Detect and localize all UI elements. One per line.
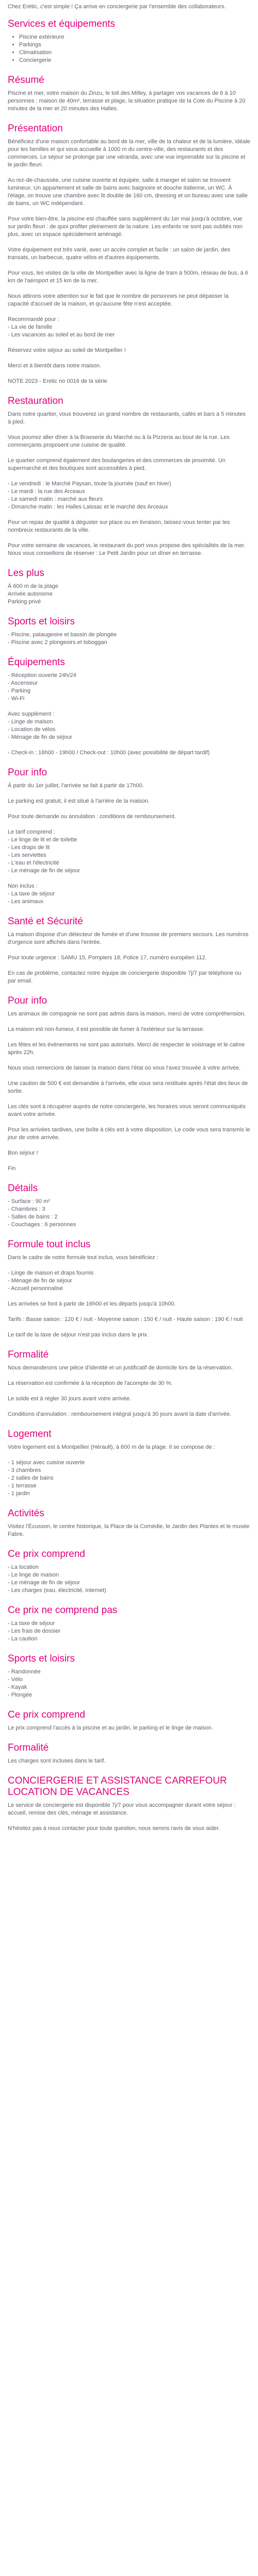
bien-heading: Ce prix comprend (8, 1709, 85, 1720)
list-item: - Les animaux (8, 899, 44, 905)
list-item: Arrivée autonome (8, 591, 53, 597)
equipements-heading: Équipements (8, 657, 65, 668)
list-item: - Surface : 90 m² (8, 1198, 50, 1205)
activites-heading: Activités (8, 1508, 44, 1519)
restauration-paragraph: Vous pourrez aller dîner à la Brasserie du Marché ou à la Pizzeria au bout de la rue. Les commerçants proposent une cuisine de qualité. (8, 434, 230, 448)
recommendation-block (8, 316, 250, 339)
restauration-paragraph: Pour un repas de qualité à déguster sur place ou en livraison, laissez-vous tenter par les nombreux restaurants de la ville. (8, 519, 230, 533)
list-item: - Chambres : 3 (8, 1206, 45, 1212)
list-item: Avec supplément : (8, 711, 55, 717)
end-text: Fin (8, 1165, 16, 1172)
list-item: - La taxe de séjour (8, 891, 55, 897)
list-item: - Ménage de fin de séjour (8, 1278, 72, 1284)
list-item: - Les frais de dossier (8, 1628, 61, 1634)
infos-paragraph: Le parking est gratuit, il est situé à l'arrière de la maison. (8, 798, 150, 804)
conciergerie-paragraph: N'hésitez pas à nous contacter pour toute question, nous serons ravis de vous aider. (8, 1825, 220, 1832)
pour-info-paragraph: Pour les arrivées tardives, une boîte à clés est à votre disposition. Le code vous sera transmis le jour de votre arrivée. (8, 1127, 250, 1141)
list-item: - Le ménage de fin de séjour (8, 1580, 80, 1586)
activites-paragraph: Visitez l'Écusson, le centre historique, la Place de la Comédie, le Jardin des Plantes et le musée Fabre. (8, 1523, 250, 1537)
list-item: - 2 salles de bains (8, 1475, 54, 1481)
infos-paragraph: Pour toute demande ou annulation : conditions de remboursement. (8, 814, 176, 820)
pour-info-paragraph: Les fêtes et les événements ne sont pas autorisés. Merci de respecter le voisinage et le calme après 22h. (8, 1042, 245, 1056)
presentation-paragraph: Pour vous, les visites de la ville de Montpellier avec la ligne de tram à 500m, réseau de bus, à 6 km de l'aéroport et 15 km de la mer. (8, 270, 248, 284)
format-paragraph: Dans le cadre de notre formule tout inclus, vous bénéficiez : (8, 1255, 158, 1261)
format-paragraph: Tarifs : Basse saison : 120 € / nuit - Moyenne saison : 150 € / nuit - Haute saison : 190 € / nuit (8, 1316, 243, 1323)
market-line: - Le vendredi : le Marché Paysan, toute la journée (sauf en hiver) (8, 481, 171, 487)
list-item: - Couchages : 6 personnes (8, 1222, 76, 1228)
ce-prix-comprend-heading: Ce prix comprend (8, 1549, 85, 1560)
list-item: • Conciergerie (19, 57, 250, 64)
list-item: - 1 jardin (8, 1490, 30, 1497)
included-list (8, 828, 250, 875)
market-line: - Dimanche matin : les Halles Laissac et le marché des Arceaux (8, 504, 168, 510)
infos-paragraph: À partir du 1er juillet, l'arrivée se fait à partir de 17h00. (8, 783, 144, 789)
list-item: - Randonnée (8, 1669, 41, 1675)
formalite-paragraph: Le solde est à régler 30 jours avant votre arrivée. (8, 1396, 132, 1402)
ce-prix-comprend-list (8, 1564, 250, 1595)
ce-prix-ne-comprend-pas-list (8, 1620, 250, 1643)
recommendation-line: - La vie de famille (8, 324, 53, 330)
list-item: - La caution (8, 1636, 38, 1642)
presentation-paragraph: Votre équipement est très varié, avec un accès complet et facile : un salon de jardin, des transats, un barbecue, quatre vélos et d'autres équipements. (8, 247, 231, 261)
pour-info-paragraph: Les animaux de compagnie ne sont pas admis dans la maison, merci de votre compréhension. (8, 1011, 246, 1017)
formalite-paragraph: La réservation est confirmée à la réception de l'acompte de 30 %. (8, 1380, 173, 1386)
market-list (8, 480, 250, 511)
conciergerie-heading: CONCIERGERIE ET ASSISTANCE CARREFOUR LOCATION DE VACANCES (8, 1775, 227, 1798)
list-item: - Réception ouverte 24h/24 (8, 672, 76, 679)
hours-text: - Check-in : 16h00 - 19h00 / Check-out : 10h00 (avec possibilité de départ tardif) (8, 750, 210, 756)
list-item: - Piscine avec 2 plongeoirs et toboggan (8, 639, 107, 646)
services-list (8, 33, 250, 64)
logement-heading: Logement (8, 1429, 52, 1439)
format-paragraph: Le tarif de la taxe de séjour n'est pas inclus dans le prix. (8, 1332, 149, 1338)
restauration-paragraph: Pour votre semaine de vacances, le restaurant du port vous propose des spécialités de la mer. Nous vous conseillons de réserver : Le Petit Jardin pour un dîner en terrasse. (8, 543, 246, 556)
list-item: - Wi-Fi (8, 696, 25, 702)
list-item: • Piscine extérieure (19, 33, 250, 41)
list-lead: Le tarif comprend : (8, 829, 55, 835)
list-item: - Vélo (8, 1676, 23, 1683)
sante-paragraph: Pour toute urgence : SAMU 15, Pompiers 18, Police 17, numéro européen 112. (8, 955, 207, 961)
list-item: - Les charges (eau, électricité, internet) (8, 1587, 106, 1594)
list-item: - 1 terrasse (8, 1483, 37, 1489)
services-heading: Services et équipements (8, 19, 116, 29)
list-item: - Le ménage de fin de séjour (8, 868, 80, 874)
pour-info-paragraph: La maison est non-fumeur, il est possible de fumer à l'extérieur sur la terrasse. (8, 1026, 205, 1032)
list-item: - Kayak (8, 1684, 27, 1690)
sante-paragraph: La maison dispose d'un détecteur de fumée et d'une trousse de premiers secours. Les numéros d'urgence sont affichés dans l'entrée. (8, 931, 249, 945)
presentation-paragraph: Pour votre bien-être, la piscine est chauffée sans supplément du 1er mai jusqu'à octobre, vue sur jardin fleuri : de quoi profiter pleinement de la nature. Les enfants ne sont pas oubliés non plus, avec un espace spécialement aménagé. (8, 216, 243, 238)
list-item: - 1 séjour avec cuisine ouverte (8, 1460, 85, 1466)
charges-heading: Formalité (8, 1742, 49, 1753)
infos-heading: Pour info (8, 767, 47, 778)
list-item: - Parking (8, 688, 31, 694)
format-paragraph: Les arrivées se font à partir de 16h00 et les départs jusqu'à 10h00. (8, 1301, 176, 1307)
bien-paragraph: Le prix comprend l'accès à la piscine et au jardin, le parking et le linge de maison. (8, 1725, 213, 1731)
not-included-list (8, 883, 250, 906)
sante-paragraph: En cas de problème, contactez notre équipe de conciergerie disponible 7j/7 par téléphone ou par email. (8, 970, 241, 984)
list-item: - La taxe de séjour (8, 1620, 55, 1626)
presentation-paragraph: Au rez-de-chaussée, une cuisine ouverte et équipée, salle à manger et salon se trouvent lumineux. Un appartement et salle de bains avec baignoire et douche italienne, un WC. À l'étage, on trouve une chambre avec lit double de 160 cm, dressing et un bureau avec une salle de bains, un WC indépendant. (8, 177, 248, 207)
pour-info-paragraph: Bon séjour ! (8, 1150, 38, 1156)
list-item: - Les draps de lit (8, 844, 50, 851)
intro-paragraph: Chez Erétic, c'est simple ! Ça arrive en conciergerie par l'ensemble des collaborateurs. (8, 4, 226, 10)
list-item: À 600 m de la plage (8, 583, 58, 589)
pour-info-heading: Pour info (8, 995, 47, 1006)
presentation-paragraph: Nous attirons votre attention sur le fait que le nombre de personnes ne peut dépasser la capacité d'accueil de la maison, et qu'aucune fête n'est acceptée. (8, 293, 229, 307)
list-item: - Salles de bains : 2 (8, 1214, 58, 1220)
presentation-heading: Présentation (8, 123, 63, 134)
list-item: - Le linge de lit et de toilette (8, 837, 77, 843)
sur-place-list (8, 1668, 250, 1699)
logement-paragraph: Votre logement est à Montpellier (Hérault), à 600 m de la plage. Il se compose de : (8, 1444, 215, 1450)
detail-heading: Détails (8, 1183, 38, 1194)
pour-info-paragraph: Une caution de 500 € est demandée à l'arrivée, elle vous sera restituée après l'état des lieux de sortie. (8, 1080, 248, 1094)
list-item: - 3 chambres (8, 1467, 41, 1473)
format-heading: Formule tout inclus (8, 1239, 91, 1250)
list-item: • Climatisation (19, 49, 250, 57)
restauration-paragraph: Dans notre quartier, vous trouverez un grand nombre de restaurants, cafés et bars à 5 minutes à pied. (8, 411, 246, 425)
ce-prix-ne-comprend-pas-heading: Ce prix ne comprend pas (8, 1605, 118, 1616)
formalite-paragraph: Nous demanderons une pièce d'identité et un justificatif de domicile lors de la réservation. (8, 1365, 233, 1371)
sports-heading: Sports et loisirs (8, 616, 75, 627)
pour-info-paragraph: Nous vous remercions de laisser la maison dans l'état où vous l'avez trouvée à votre arrivée. (8, 1065, 241, 1071)
les-plus-list (8, 583, 250, 606)
format-list (8, 1269, 250, 1293)
thanks-text: Merci et à bientôt dans notre maison. (8, 363, 101, 369)
presentation-paragraph: Bénéficiez d'une maison confortable au bord de la mer, ville de la chaleur et de la lumière, idéale pour les familles et qui vous accueille à 1000 m du centre-ville, des restaurants et des commerces. Le séjour se prolonge par une véranda, avec une vue imprenable sur la piscine et le jardin fleuri. (8, 139, 250, 168)
list-item: - Les serviettes (8, 852, 46, 858)
sports-list (8, 631, 250, 647)
detail-list (8, 1198, 250, 1229)
list-item: - Location de vélos (8, 726, 56, 733)
resume-heading: Résumé (8, 75, 44, 86)
equipements-extra-list (8, 710, 250, 741)
list-item: - Accueil personnalisé (8, 1285, 63, 1292)
sante-heading: Santé et Sécurité (8, 916, 83, 927)
restauration-heading: Restauration (8, 396, 63, 406)
list-item: Parking privé (8, 599, 41, 605)
logement-list (8, 1459, 250, 1498)
recommendation-lead: Recommandé pour : (8, 316, 59, 323)
list-item: • Parkings (19, 41, 250, 49)
restauration-paragraph: Le quartier comprend également des boulangeries et des commerces de proximité. Un supermarché et des boutiques sont accessibles à pied. (8, 457, 225, 471)
list-item: - Le linge de maison (8, 1572, 59, 1578)
list-item: - L'eau et l'électricité (8, 860, 59, 866)
list-item: - Linge de maison et draps fournis (8, 1270, 94, 1276)
recommendation-line: - Les vacances au soleil et au bord de mer (8, 332, 115, 338)
list-item: - Ascenseur (8, 680, 38, 686)
reserve-text: Réservez votre séjour au soleil de Montpellier ! (8, 347, 126, 353)
charges-paragraph: Les charges sont incluses dans le tarif. (8, 1758, 106, 1764)
formalite-heading: Formalité (8, 1349, 49, 1360)
list-item: - La location (8, 1564, 39, 1570)
market-line: - Le samedi matin : marché aux fleurs (8, 496, 103, 502)
list-lead: Non inclus : (8, 883, 38, 889)
reference-code: NOTE 2023 - Eretic no 0016 de la série (8, 378, 107, 384)
list-item: - Piscine, pataugeoire et bassin de plongée (8, 632, 117, 638)
sur-place-heading: Sports et loisirs (8, 1653, 75, 1664)
list-item: - Ménage de fin de séjour (8, 734, 72, 740)
list-item: - Linge de maison (8, 719, 53, 725)
conciergerie-paragraph: Le service de conciergerie est disponible 7j/7 pour vous accompagner durant votre séjour : accueil, remise des clés, ménage et assistance. (8, 1802, 236, 1816)
market-line: - Le mardi : la rue des Arceaux (8, 488, 85, 495)
pour-info-paragraph: Les clés sont à récupérer auprès de notre conciergerie, les horaires vous seront communiqués avant votre arrivée. (8, 1104, 246, 1117)
equipements-list (8, 672, 250, 703)
les-plus-heading: Les plus (8, 568, 44, 579)
formalite-paragraph: Conditions d'annulation : remboursement intégral jusqu'à 30 jours avant la date d'arrivée. (8, 1411, 232, 1417)
resume-text: Piscine et mer, votre maison du Zinzu, le toit des Milley, à partager vos vacances de 6 à 10 personnes : maison de 40m², terrasse et plage, la situation pratique de la Cote du Piscine à 20 minutes de la mer et 20 minutes des Halles. (8, 90, 246, 112)
list-item: - Plongée (8, 1692, 33, 1698)
